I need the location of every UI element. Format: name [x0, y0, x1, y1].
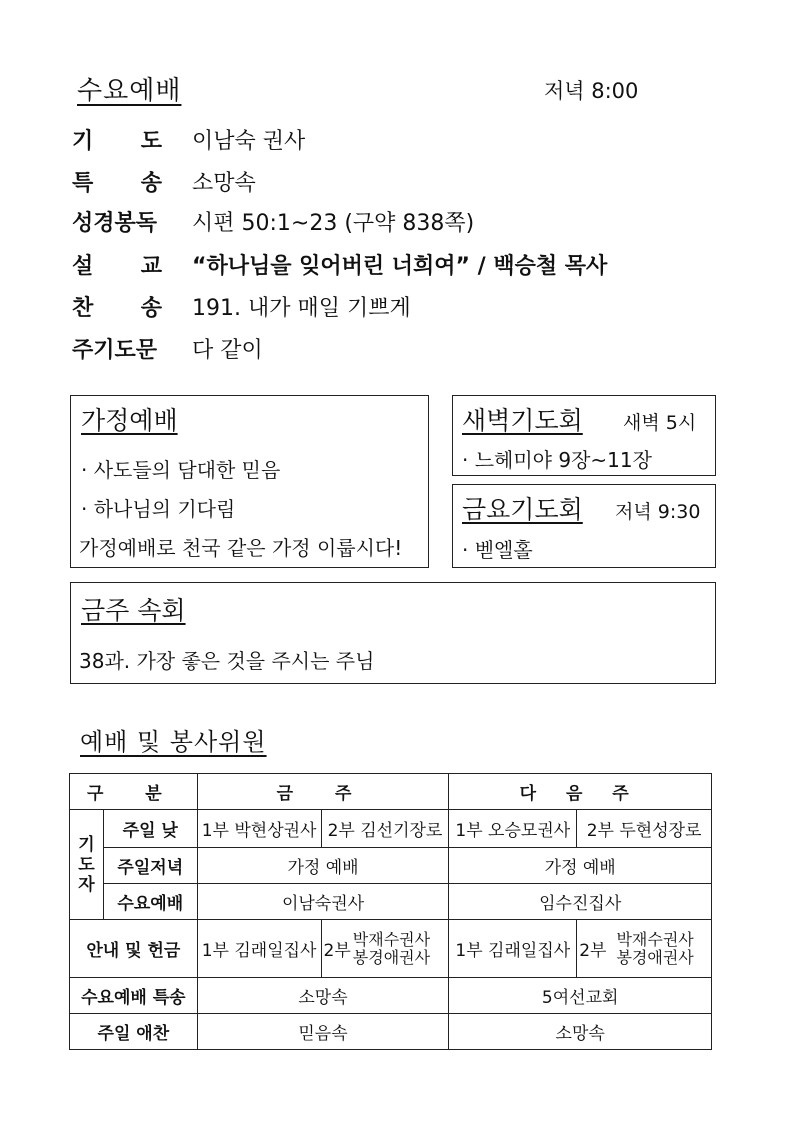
dawn-prayer-item: · 느헤미야 9장~11장 — [462, 448, 652, 472]
cell-value: 2부 김선기장로 — [321, 810, 449, 848]
dawn-prayer-time: 새벽 5시 — [623, 412, 697, 434]
service-value: 소망속 — [192, 170, 256, 196]
row-label-sunday-evening: 주일저녁 — [103, 848, 197, 884]
friday-prayer-title: 금요기도회 — [462, 495, 583, 524]
row-label-usher: 안내 및 헌금 — [70, 920, 198, 978]
service-row-scripture — [72, 206, 474, 236]
cell-value: 2부 박재수권사 봉경애권사 — [321, 920, 449, 978]
service-value: “하나님을 잊어버린 너희여” / 백승철 목사 — [192, 253, 608, 279]
header-category: 구 분 — [70, 774, 198, 810]
header-this-week: 금 주 — [197, 774, 449, 810]
cell-value: 1부 김래일집사 — [449, 920, 577, 978]
service-row-hymn — [72, 291, 411, 321]
service-value: 191. 내가 매일 기쁘게 — [192, 295, 411, 321]
cell-value: 1부 오승모권사 — [449, 810, 577, 848]
duty-table — [69, 773, 712, 1050]
cell-value: 가정 예배 — [449, 848, 712, 884]
friday-prayer-time: 저녁 9:30 — [615, 501, 701, 523]
table-row — [70, 774, 712, 810]
dawn-prayer-box — [452, 395, 716, 476]
service-label: 기 도 — [72, 128, 162, 154]
wednesday-time: 저녁 8:00 — [544, 79, 639, 103]
row-label-wednesday: 수요예배 — [103, 884, 197, 920]
table-row — [70, 848, 712, 884]
service-row-sermon — [72, 249, 607, 279]
friday-prayer-box — [452, 484, 716, 568]
cell-value: 2부 박재수권사 봉경애권사 — [577, 920, 712, 978]
service-value: 이남숙 권사 — [192, 128, 306, 154]
family-worship-box — [70, 395, 429, 568]
wednesday-title: 수요예배 — [77, 76, 182, 106]
service-value: 다 같이 — [192, 337, 263, 363]
service-row-special-song — [72, 166, 256, 196]
service-row-prayer — [72, 124, 305, 154]
cell-meeting-box — [70, 582, 716, 684]
cell-value: 소망속 — [449, 1014, 712, 1050]
duty-title: 예배 및 봉사위원 — [80, 728, 267, 756]
service-label: 특 송 — [72, 170, 162, 196]
service-value: 시편 50:1~23 (구약 838쪽) — [192, 210, 475, 236]
cell-value: 2부 두현성장로 — [577, 810, 712, 848]
cell-value: 임수진집사 — [449, 884, 712, 920]
service-label: 성경봉독 — [72, 210, 158, 236]
table-row — [70, 1014, 712, 1050]
table-row — [70, 810, 712, 848]
service-label: 설 교 — [72, 253, 162, 279]
family-worship-note: 가정예배로 천국 같은 가정 이룹시다! — [79, 536, 403, 560]
cell-value: 가정 예배 — [197, 848, 449, 884]
row-label-sunday-day: 주일 낮 — [103, 810, 197, 848]
table-row — [70, 884, 712, 920]
family-worship-item: · 사도들의 담대한 믿음 — [81, 458, 281, 482]
service-row-lords-prayer — [72, 333, 263, 363]
cell-value: 소망속 — [197, 978, 449, 1014]
cell-meeting-text: 38과. 가장 좋은 것을 주시는 주님 — [79, 649, 375, 673]
cell-value: 5여선교회 — [449, 978, 712, 1014]
service-label: 주기도문 — [72, 337, 158, 363]
row-label-sunday-choir: 주일 애찬 — [70, 1014, 198, 1050]
prayer-group-label: 기 도 자 — [70, 810, 104, 920]
row-label-wed-special: 수요예배 특송 — [70, 978, 198, 1014]
table-row — [70, 920, 712, 978]
service-label: 찬 송 — [72, 295, 162, 321]
family-worship-item: · 하나님의 기다림 — [81, 497, 236, 521]
cell-meeting-title: 금주 속회 — [81, 596, 186, 625]
cell-value: 1부 김래일집사 — [197, 920, 321, 978]
cell-value: 믿음속 — [197, 1014, 449, 1050]
table-row — [70, 978, 712, 1014]
dawn-prayer-title: 새벽기도회 — [462, 406, 583, 435]
family-worship-title: 가정예배 — [81, 406, 178, 435]
header-next-week: 다 음 주 — [449, 774, 712, 810]
cell-value: 1부 박현상권사 — [197, 810, 321, 848]
cell-value: 이남숙권사 — [197, 884, 449, 920]
friday-prayer-item: · 벧엘홀 — [462, 538, 533, 562]
